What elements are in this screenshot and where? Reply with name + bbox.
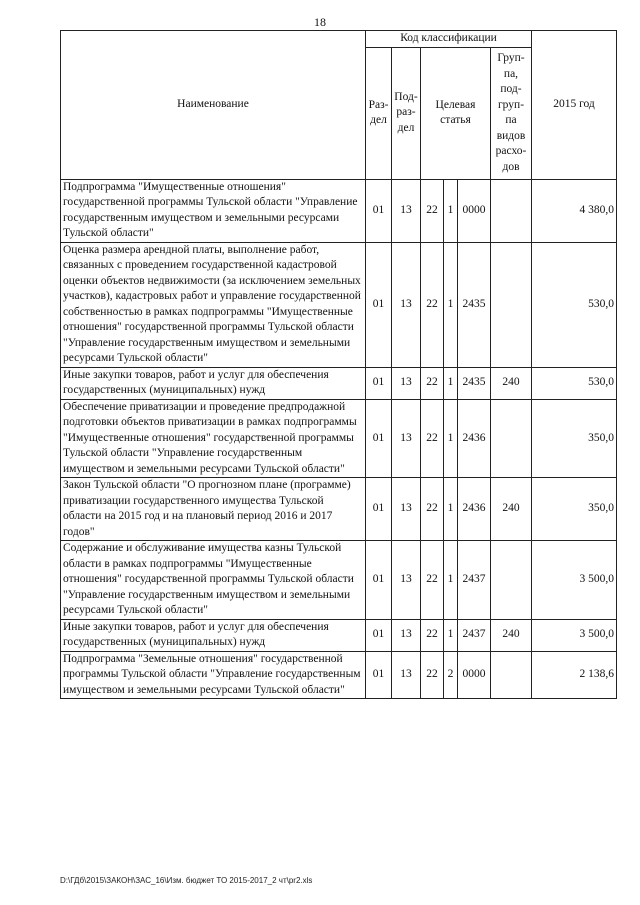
row-target-direction: 0000 <box>458 651 491 699</box>
table-row <box>61 619 617 651</box>
row-target-direction: 0000 <box>458 179 491 242</box>
row-target-subprogram: 1 <box>444 619 458 651</box>
row-expense-group <box>491 541 532 620</box>
row-target-subprogram: 2 <box>444 651 458 699</box>
row-section: 01 <box>366 179 392 242</box>
row-subsection: 13 <box>392 367 421 399</box>
row-target-direction: 2435 <box>458 367 491 399</box>
header-expense-group: Груп-па, под-груп-па видов расхо-дов <box>491 47 532 179</box>
row-target-subprogram: 1 <box>444 399 458 478</box>
row-subsection: 13 <box>392 399 421 478</box>
row-expense-group <box>491 399 532 478</box>
header-target-article: Целевая статья <box>421 47 491 179</box>
row-target-direction: 2436 <box>458 399 491 478</box>
header-classification: Код классификации <box>366 31 532 48</box>
row-amount: 4 380,0 <box>532 179 617 242</box>
row-section: 01 <box>366 478 392 541</box>
row-target-direction: 2436 <box>458 478 491 541</box>
row-target-program: 22 <box>421 478 444 541</box>
row-target-program: 22 <box>421 619 444 651</box>
row-target-subprogram: 1 <box>444 478 458 541</box>
row-expense-group: 240 <box>491 478 532 541</box>
table-row <box>61 399 617 478</box>
row-target-program: 22 <box>421 651 444 699</box>
row-amount: 350,0 <box>532 399 617 478</box>
row-name: Подпрограмма "Имущественные отношения" государственной программы Тульской области "Управление государственным имуществом и земельными ресурсами Тульской области" <box>61 179 366 242</box>
row-expense-group: 240 <box>491 367 532 399</box>
page-number: 18 <box>314 15 326 29</box>
table-row <box>61 242 617 367</box>
row-subsection: 13 <box>392 478 421 541</box>
row-subsection: 13 <box>392 619 421 651</box>
row-amount: 350,0 <box>532 478 617 541</box>
row-name: Обеспечение приватизации и проведение предпродажной подготовки объектов приватизации в рамках подпрограммы "Имущественные отношения" государственной программы Тульской области "Управление государственным имуществом и земельными ресурсами Тульской области" <box>61 399 366 478</box>
table-row <box>61 651 617 699</box>
row-target-subprogram: 1 <box>444 541 458 620</box>
header-subsection: Под-раз-дел <box>392 47 421 179</box>
row-subsection: 13 <box>392 541 421 620</box>
header-section: Раз-дел <box>366 47 392 179</box>
row-expense-group <box>491 242 532 367</box>
row-target-program: 22 <box>421 242 444 367</box>
row-target-direction: 2435 <box>458 242 491 367</box>
row-section: 01 <box>366 541 392 620</box>
row-section: 01 <box>366 619 392 651</box>
row-target-direction: 2437 <box>458 619 491 651</box>
row-section: 01 <box>366 367 392 399</box>
budget-table <box>60 30 617 699</box>
file-path: D:\ГДб\2015\ЗАКОН\ЗАС_16\Изм. бюджет ТО 2015-2017_2 чт\pr2.xls <box>60 876 313 885</box>
row-expense-group <box>491 651 532 699</box>
row-subsection: 13 <box>392 179 421 242</box>
row-target-program: 22 <box>421 179 444 242</box>
row-amount: 530,0 <box>532 242 617 367</box>
row-name: Иные закупки товаров, работ и услуг для обеспечения государственных (муниципальных) нужд <box>61 367 366 399</box>
row-target-program: 22 <box>421 399 444 478</box>
row-name: Иные закупки товаров, работ и услуг для обеспечения государственных (муниципальных) нужд <box>61 619 366 651</box>
row-amount: 3 500,0 <box>532 541 617 620</box>
row-subsection: 13 <box>392 651 421 699</box>
row-name: Содержание и обслуживание имущества казны Тульской области в рамках подпрограммы "Имущественные отношения" государственной программы Тульской области "Управление государственным имуществом и земельными ресурсами Тульской области" <box>61 541 366 620</box>
row-amount: 2 138,6 <box>532 651 617 699</box>
row-target-subprogram: 1 <box>444 179 458 242</box>
row-amount: 530,0 <box>532 367 617 399</box>
row-name: Оценка размера арендной платы, выполнение работ, связанных с проведением государственной кадастровой оценки объектов недвижимости (за исключением земельных участков), кадастровых работ и управление государственной собственностью в рамках подпрограммы "Имущественные отношения" государственной программы Тульской области "Управление государственным имуществом и земельными ресурсами Тульской области" <box>61 242 366 367</box>
table-row <box>61 478 617 541</box>
row-section: 01 <box>366 242 392 367</box>
row-name: Закон Тульской области "О прогнозном плане (программе) приватизации государственного имущества Тульской области на 2015 год и на плановый период 2016 и 2017 годов" <box>61 478 366 541</box>
table-row <box>61 367 617 399</box>
row-target-subprogram: 1 <box>444 367 458 399</box>
row-expense-group <box>491 179 532 242</box>
header-name: Наименование <box>61 31 366 180</box>
header-year: 2015 год <box>532 31 617 180</box>
table-row <box>61 179 617 242</box>
row-section: 01 <box>366 651 392 699</box>
row-section: 01 <box>366 399 392 478</box>
row-target-program: 22 <box>421 367 444 399</box>
row-amount: 3 500,0 <box>532 619 617 651</box>
row-target-direction: 2437 <box>458 541 491 620</box>
row-subsection: 13 <box>392 242 421 367</box>
table-body <box>61 179 617 699</box>
row-name: Подпрограмма "Земельные отношения" государственной программы Тульской области "Управление государственным имуществом и земельными ресурсами Тульской области" <box>61 651 366 699</box>
row-target-program: 22 <box>421 541 444 620</box>
table-row <box>61 541 617 620</box>
row-target-subprogram: 1 <box>444 242 458 367</box>
row-expense-group: 240 <box>491 619 532 651</box>
